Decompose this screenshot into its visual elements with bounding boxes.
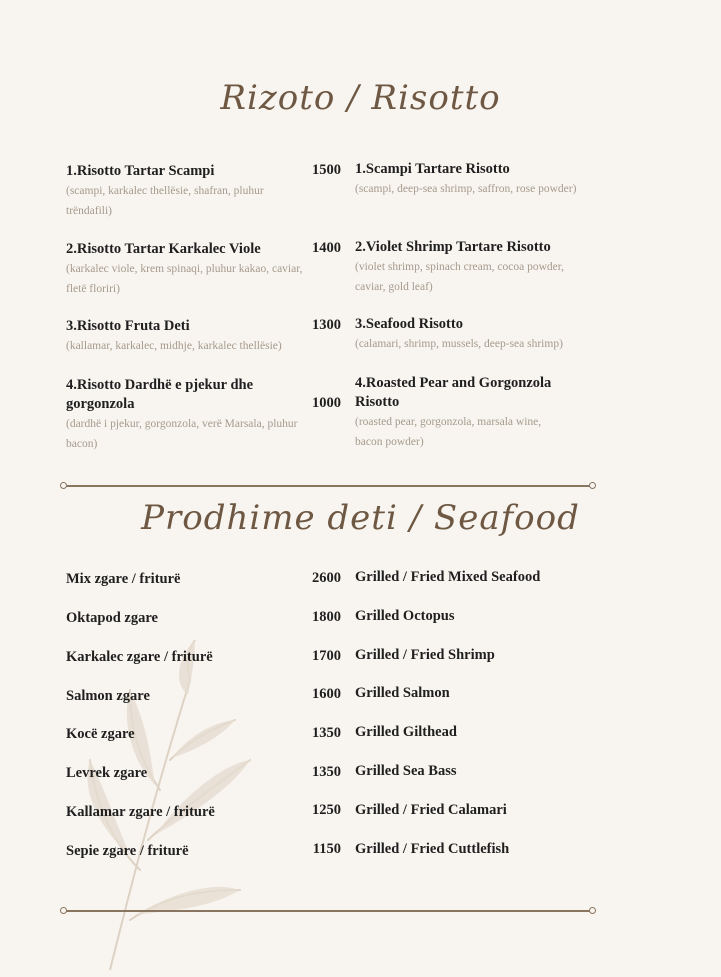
divider-dot xyxy=(589,907,596,914)
item-description: (scampi, karkalec thellësie, shafran, pluhur trëndafili) xyxy=(66,185,264,217)
item-name: Grilled / Fried Calamari xyxy=(355,802,507,818)
item-price: 1700 xyxy=(312,648,341,664)
item-name: Levrek zgare xyxy=(66,765,148,781)
seafood-item-1-en xyxy=(355,568,595,587)
item-name: Grilled Gilthead xyxy=(355,724,457,740)
item-price: 1250 xyxy=(312,802,341,818)
item-price: 1500 xyxy=(312,162,341,178)
risotto-item-2-en xyxy=(355,238,590,297)
item-description: (dardhë i pjekur, gorgonzola, verë Marsala, pluhur bacon) xyxy=(66,418,298,450)
seafood-item-8-sq xyxy=(66,842,296,861)
divider-dot xyxy=(589,482,596,489)
risotto-section-title: Rizoto / Risotto xyxy=(220,78,501,118)
item-name: 3.Risotto Fruta Deti xyxy=(66,318,190,334)
item-description: (kallamar, karkalec, midhje, karkalec thellësie) xyxy=(66,340,282,352)
risotto-item-1-sq xyxy=(66,162,306,221)
item-price: 1000 xyxy=(312,395,341,411)
item-name: Kallamar zgare / friturë xyxy=(66,804,215,820)
item-price: 1350 xyxy=(312,725,341,741)
risotto-item-4-en xyxy=(355,374,565,452)
item-price: 1300 xyxy=(312,317,341,333)
item-name: 3.Seafood Risotto xyxy=(355,316,463,332)
item-name: Grilled Salmon xyxy=(355,685,450,701)
item-name: Oktapod zgare xyxy=(66,610,158,626)
divider-dot xyxy=(60,482,67,489)
seafood-item-5-en xyxy=(355,723,595,742)
seafood-item-7-sq xyxy=(66,803,296,822)
seafood-item-2-en xyxy=(355,607,595,626)
section-divider xyxy=(64,485,592,487)
risotto-item-3-en xyxy=(355,315,595,355)
section-divider xyxy=(64,910,592,912)
item-name: 4.Risotto Dardhë e pjekur dhe gorgonzola xyxy=(66,377,254,412)
seafood-item-1-sq xyxy=(66,570,296,589)
item-description: (karkalec viole, krem spinaqi, pluhur kakao, caviar, fletë floriri) xyxy=(66,263,303,295)
seafood-section-title: Prodhime deti / Seafood xyxy=(141,498,580,538)
item-name: Grilled / Fried Shrimp xyxy=(355,647,495,663)
item-price: 2600 xyxy=(312,570,341,586)
item-price: 1150 xyxy=(312,841,341,857)
seafood-item-3-sq xyxy=(66,648,296,667)
item-price: 1400 xyxy=(312,240,341,256)
seafood-item-4-en xyxy=(355,684,595,703)
item-name: Sepie zgare / friturë xyxy=(66,843,189,859)
item-name: Kocë zgare xyxy=(66,726,135,742)
item-name: 2.Risotto Tartar Karkalec Viole xyxy=(66,241,261,257)
item-price: 1800 xyxy=(312,609,341,625)
item-name: Salmon zgare xyxy=(66,688,150,704)
seafood-item-6-sq xyxy=(66,764,296,783)
seafood-item-3-en xyxy=(355,646,595,665)
item-name: 1.Scampi Tartare Risotto xyxy=(355,161,510,177)
seafood-item-7-en xyxy=(355,801,595,820)
item-price: 1600 xyxy=(312,686,341,702)
item-name: 4.Roasted Pear and Gorgonzola Risotto xyxy=(355,375,552,410)
seafood-item-4-sq xyxy=(66,687,296,706)
seafood-item-6-en xyxy=(355,762,595,781)
risotto-item-2-sq xyxy=(66,240,306,299)
divider-dot xyxy=(60,907,67,914)
risotto-item-1-en xyxy=(355,160,590,200)
item-name: Grilled / Fried Cuttlefish xyxy=(355,841,510,857)
item-name: Grilled Sea Bass xyxy=(355,763,457,779)
item-price: 1350 xyxy=(312,764,341,780)
seafood-item-8-en xyxy=(355,840,595,859)
risotto-item-3-sq xyxy=(66,317,311,357)
item-name: Grilled / Fried Mixed Seafood xyxy=(355,569,541,585)
item-description: (calamari, shrimp, mussels, deep-sea shrimp) xyxy=(355,338,563,350)
item-description: (scampi, deep-sea shrimp, saffron, rose powder) xyxy=(355,183,577,195)
item-description: (violet shrimp, spinach cream, cocoa powder, caviar, gold leaf) xyxy=(355,261,565,293)
item-name: 2.Violet Shrimp Tartare Risotto xyxy=(355,239,551,255)
seafood-item-2-sq xyxy=(66,609,296,628)
item-name: 1.Risotto Tartar Scampi xyxy=(66,163,215,179)
item-name: Mix zgare / friturë xyxy=(66,571,181,587)
item-description: (roasted pear, gorgonzola, marsala wine, bacon powder) xyxy=(355,416,542,448)
item-name: Grilled Octopus xyxy=(355,608,455,624)
item-name: Karkalec zgare / friturë xyxy=(66,649,213,665)
risotto-item-4-sq xyxy=(66,376,298,454)
seafood-item-5-sq xyxy=(66,725,296,744)
